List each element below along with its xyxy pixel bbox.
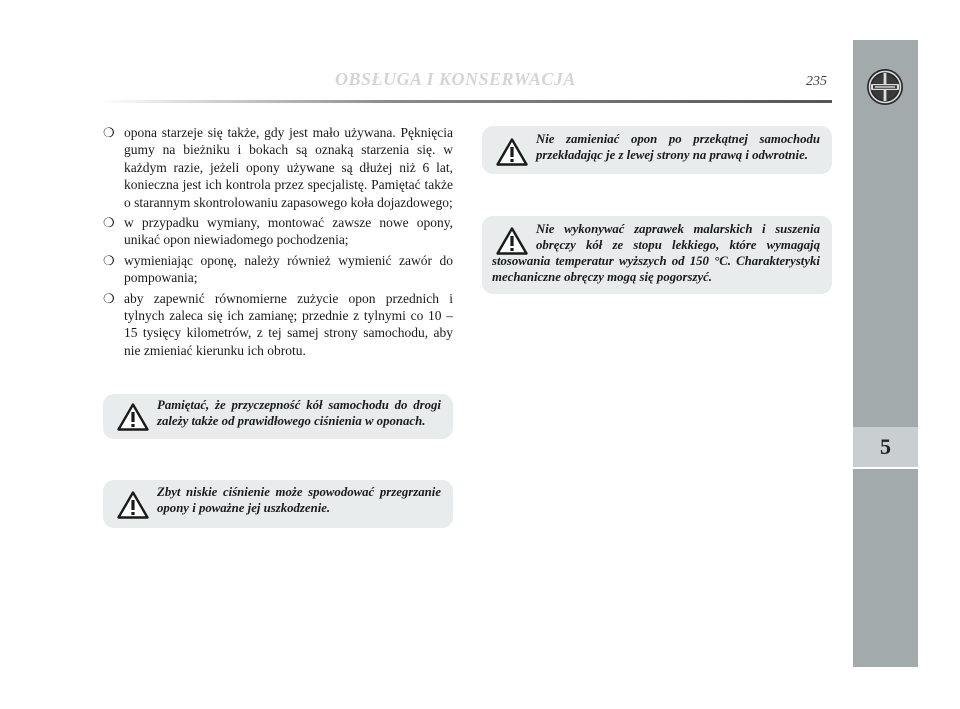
bullet-circle-icon: ❍ — [103, 252, 115, 268]
warning-triangle-icon — [117, 491, 149, 519]
chapter-sidebar — [853, 40, 918, 667]
list-item-text: opona starzeje się także, gdy jest mało używana. Pęknięcia gumy na bieżniku i bokach są oznaką starzenia się. w każdym razie, jeżeli opony używane są dłużej niż 6 lat, konieczna jest ich kontrola przez specjalistę. Pamiętać także o starannym skontrolowaniu zapasowego koła dojazdowego; — [124, 125, 453, 210]
list-item — [103, 252, 453, 287]
lancia-logo-icon — [866, 68, 904, 106]
warning-box-no-paint-drying — [482, 216, 832, 294]
bullet-circle-icon: ❍ — [103, 215, 115, 231]
warning-text: Nie wykonywać zaprawek malarskich i suszenia obręczy kół ze stopu lekkiego, które wymagają stosowania temperatur wyższych od 150 °C. Charakterystyki mechaniczne obręczy mogą się pogorszyć. — [492, 222, 820, 284]
warning-box-no-cross-swap — [482, 126, 832, 174]
warning-text: Zbyt niskie ciśnienie może spowodować przegrzanie opony i poważne jej uszkodzenie. — [157, 485, 441, 515]
warning-box-low-pressure — [103, 480, 453, 528]
header-rule — [100, 100, 832, 103]
warning-triangle-icon — [117, 403, 149, 431]
warning-box-pressure-grip — [103, 394, 453, 439]
list-item — [103, 124, 453, 211]
list-item-text: w przypadku wymiany, montować zawsze nowe opony, unikać opon niewiadomego pochodzenia; — [124, 215, 453, 248]
list-item-text: aby zapewnić równomierne zużycie opon przednich i tylnych zaleca się ich zamianę; przednie z tylnymi co 10 – 15 tysięcy kilometrów, z tej samej strony samochodu, aby nie zmieniać kierunku ich obrotu. — [124, 290, 453, 358]
page-number: 235 — [806, 74, 827, 89]
sidebar-divider — [853, 467, 918, 469]
bullet-circle-icon: ❍ — [103, 290, 115, 306]
warning-text-wrapper — [482, 216, 832, 285]
bullet-list — [103, 124, 453, 362]
bullet-circle-icon: ❍ — [103, 125, 115, 140]
chapter-tab[interactable] — [853, 427, 918, 467]
section-title: OBSŁUGA I KONSERWACJA — [335, 69, 576, 89]
warning-text: Nie zamieniać opon po przekątnej samochodu przekładając je z lewej strony na prawą i odwrotnie. — [536, 132, 820, 162]
chapter-number: 5 — [880, 434, 891, 459]
warning-triangle-icon — [496, 227, 528, 255]
list-item — [103, 290, 453, 360]
warning-triangle-icon — [496, 138, 528, 166]
list-item — [103, 214, 453, 249]
list-item-text: wymieniając oponę, należy również wymienić zawór do pompowania; — [124, 252, 453, 286]
warning-text: Pamiętać, że przyczepność kół samochodu do drogi zależy także od prawidłowego ciśnienia w oponach. — [157, 398, 441, 428]
